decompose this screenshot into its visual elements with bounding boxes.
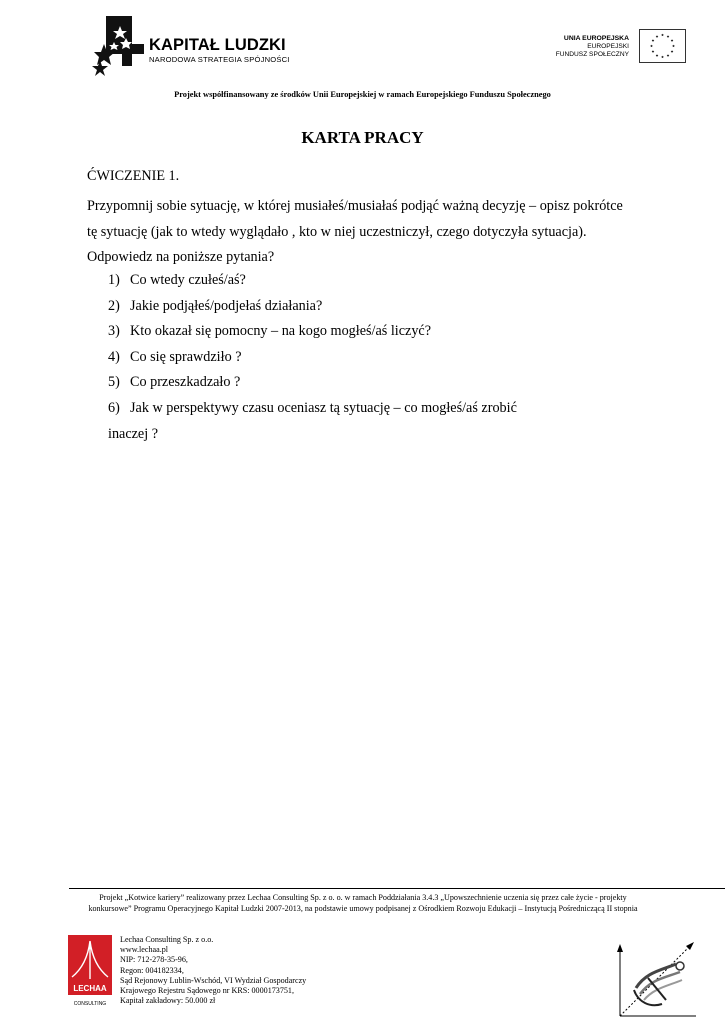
lechaa-logo-icon [68, 935, 112, 1011]
question-list [108, 272, 517, 425]
list-item: 5) Co przeszkadzało ? [108, 374, 241, 390]
company-krs: Krajowego Rejestru Sądowego nr KRS: 0000173751, [120, 986, 294, 996]
eu-flag-icon [639, 29, 686, 63]
list-item: 1) Co wtedy czułeś/aś? [108, 272, 246, 288]
company-capital: Kapitał zakładowy: 50.000 zł [120, 996, 216, 1006]
kapital-ludzki-title: KAPITAŁ LUDZKI [149, 36, 286, 54]
intro-line-2: tę sytuację (jak to wtedy wyglądało , kto w niej uczestniczył, czego dotyczyła sytuacja). [87, 224, 587, 240]
svg-text:LECHAA: LECHAA [73, 984, 107, 993]
kapital-ludzki-logo [92, 14, 302, 78]
anchor-logo-icon [606, 928, 698, 1018]
page-title: KARTA PRACY [301, 128, 424, 147]
eu-line-2: EUROPEJSKI [587, 43, 629, 51]
company-nip: NIP: 712-278-35-96, [120, 955, 188, 965]
intro-line-3: Odpowiedz na poniższe pytania? [87, 249, 275, 265]
company-website: www.lechaa.pl [120, 945, 169, 955]
cofinance-note: Projekt współfinansowany ze środków Unii Europejskiej w ramach Europejskiego Funduszu Społecznego [174, 90, 551, 99]
company-regon: Regon: 004182334, [120, 965, 184, 975]
list-item: 2) Jakie podjąłeś/podjełaś działania? [108, 297, 323, 314]
eu-line-3: FUNDUSZ SPOŁECZNY [555, 51, 629, 59]
eu-line-1: UNIA EUROPEJSKA [563, 35, 629, 42]
footer-note: Projekt „Kotwice kariery” realizowany przez Lechaa Consulting Sp. z o. o. w ramach Poddziałania 3.4.3 „Upowszechnienie uczenia się przez całe życie - projekty konkursowe” Programu Operacyjnego Kapitał Ludzki 2007-2013, na podstawie umowy podpisanej z Ośrodkiem Rozwoju Edukacji – Instytucją Pośredniczącą II stopnia [88, 893, 638, 913]
kapital-ludzki-stars-icon [92, 14, 146, 78]
eu-logo-text [556, 35, 629, 60]
kapital-ludzki-subtitle: NARODOWA STRATEGIA SPÓJNOŚCI [149, 55, 290, 64]
list-item: 3) Kto okazał się pomocny – na kogo mogłeś/aś liczyć? [108, 323, 432, 339]
list-item: 4) Co się sprawdziło ? [108, 348, 242, 365]
svg-text:CONSULTING: CONSULTING [73, 1001, 107, 1007]
list-item: 6) Jak w perspektywy czasu oceniasz tą sytuację – co mogłeś/aś zrobić [108, 399, 517, 416]
company-name: Lechaa Consulting Sp. z o.o. [120, 935, 214, 944]
intro-line-1: Przypomnij sobie sytuację, w której musiałeś/musiałaś podjąć ważną decyzję – opisz pokrótce [87, 198, 623, 214]
question-6-continuation: inaczej ? [108, 426, 159, 442]
footer-divider [69, 888, 725, 889]
exercise-heading: ĆWICZENIE 1. [87, 168, 180, 184]
company-court: Sąd Rejonowy Lublin-Wschód, VI Wydział Gospodarczy [120, 975, 307, 985]
company-info [120, 935, 306, 1006]
